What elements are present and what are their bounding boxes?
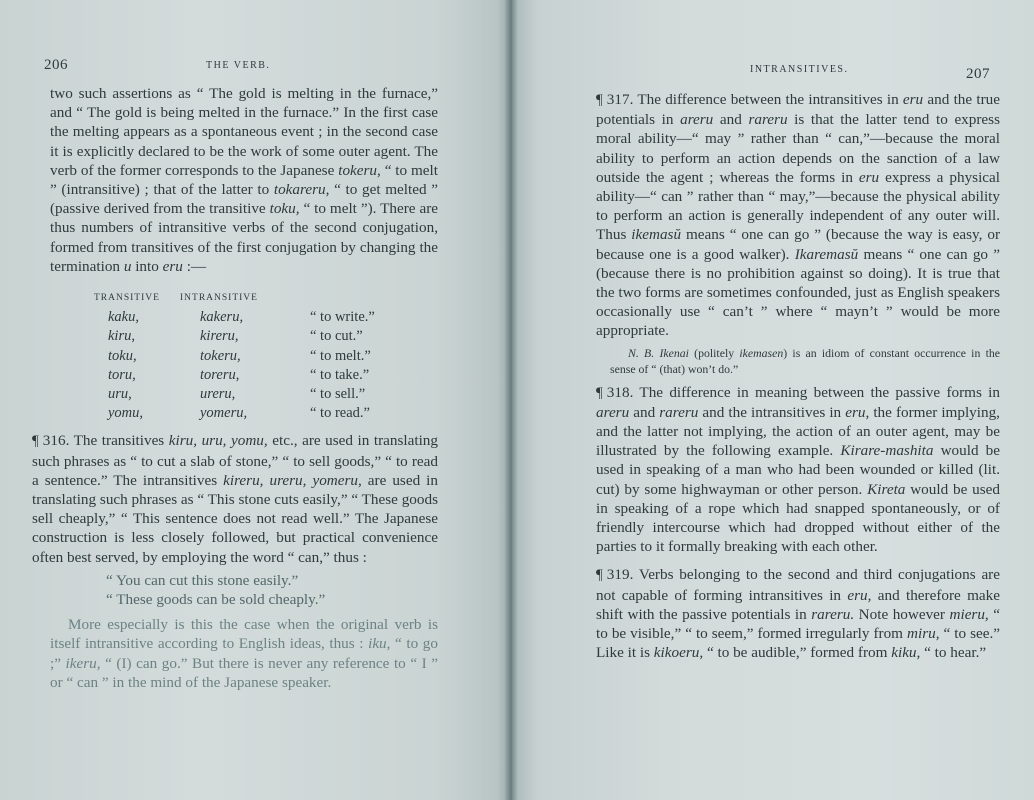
pilcrow-icon: ¶ (596, 92, 603, 108)
left-page-body (32, 84, 438, 692)
left-page (0, 0, 512, 800)
verb-table (94, 289, 375, 423)
nota-bene: N. B. Ikenai (politely ikemasen) is an idiom of constant occurrence in the sense of “ (that) won’t do.” (610, 345, 1000, 376)
section-318: ¶ 318. The difference in meaning between the passive forms in areru and rareru and the intransitives in eru, the former implying, and the latter not implying, the action of an outer agent, may be illustrated by the following example. Kirare-mashita would be used in speaking of a man who had been wounded or killed (lit. cut) by some highwayman or other person. Kireta would be used in speaking of a rope which had snapped spontaneously, or of friendly intercourse which had dropped without either of the parties to it formally breaking with each other. (596, 383, 1000, 556)
right-page (512, 0, 1034, 800)
pilcrow-icon: ¶ (596, 384, 603, 401)
section-317: ¶ 317. The difference between the intransitives in eru and the true potentials in areru and rareru is that the latter tend to express moral ability—“ may ” rather than “ can,”—because the moral ability to perform an action depends on the sanction of a law outside the agent ; whereas the forms in eru express a physical ability—“ can ” rather than “ may,”—because the physical ability to perform an action is generally independent of any outer will. Thus ikemasŭ means “ one can go ” (because the way is easy, or because one is a good walker). Ikaremasŭ means “ one can go ” (because there is no prohibition against so doing). It is true that the two forms are sometimes confounded, just as English speakers occasionally use “ can’t ” where “ mayn’t ” would be more appropriate. (596, 91, 1001, 340)
left-running-head: THE VERB. (206, 60, 271, 71)
table-row: toku, tokeru, “ to melt.” (108, 347, 371, 364)
closing-paragraph: More especially is this the case when the original verb is itself intransitive according to English ideas, thus : iku, “ to go ;” ikeru, “ (I) can go.” But there is never any reference to “ I ” or “ can ” in the mind of the Japanese speaker. (50, 616, 438, 691)
right-page-body (596, 90, 1001, 662)
table-row: kaku, kakeru, “ to write.” (108, 309, 375, 326)
header-transitive: TRANSITIVE (94, 293, 160, 304)
table-row: toru, toreru, “ to take.” (108, 366, 370, 383)
section-number: 316. (42, 432, 70, 450)
section-number: 318. (606, 383, 634, 401)
verb-table-header (94, 289, 375, 308)
pilcrow-icon: ¶ (596, 567, 603, 584)
table-row: uru, ureru, “ to sell.” (108, 386, 366, 403)
quote-line: “ These goods can be sold cheaply.” (106, 591, 326, 609)
intro-paragraph: two such assertions as “ The gold is melting in the furnace,” and “ The gold is being melted in the furnace.” In the first case the melting appears as a spontaneous event ; in the second case it is explicitly declared to be the work of some outer agent. The verb of the former corresponds to the Japanese tokeru, “ to melt ” (intransitive) ; that of the latter to tokareru, “ to get melted ” (passive derived from the transitive toku, “ to melt ”). There are thus numbers of intransitive verbs of the second conjugation, formed from transitives of the first conjugation by changing the termination u into eru :— (50, 85, 438, 275)
left-page-number: 206 (44, 57, 68, 73)
header-intransitive: INTRANSITIVE (180, 293, 258, 304)
table-row: yomu, yomeru, “ to read.” (108, 405, 370, 422)
table-row: kiru, kireru, “ to cut.” (108, 328, 363, 345)
example-quotes (50, 571, 438, 609)
section-number: 319. (606, 566, 634, 584)
section-316: ¶ 316. The transitives kiru, uru, yomu, etc., are used in translating such phrases as “ to cut a slab of stone,” “ to sell goods,” “ to read a sentence.” The intransitives kireru, ureru, yomeru, are used in translating such phrases as “ This stone cuts easily,” “ These goods sell cheaply,” “ This sentence does not read well.” The Japanese construction is less closely followed, but practical convenience often best served, by employing the word “ can,” thus : (32, 432, 438, 566)
quote-line: “ You can cut this stone easily.” (106, 571, 299, 589)
right-page-number: 207 (966, 66, 990, 82)
right-running-head: INTRANSITIVES. (750, 64, 849, 75)
section-number: 317. (606, 91, 634, 108)
pilcrow-icon: ¶ (32, 433, 39, 450)
book-gutter (504, 0, 518, 800)
section-319: ¶ 319. Verbs belonging to the second and third conjugations are not capable of forming intransitives in eru, and therefore make shift with the passive potentials in rareru. Note however mieru, “ to be visible,” “ to seem,” formed irregularly from miru, “ to see.” Like it is kikoeru, “ to be audible,” formed from kiku, “ to hear.” (596, 566, 1000, 662)
nb-label: N. B. (628, 345, 655, 360)
